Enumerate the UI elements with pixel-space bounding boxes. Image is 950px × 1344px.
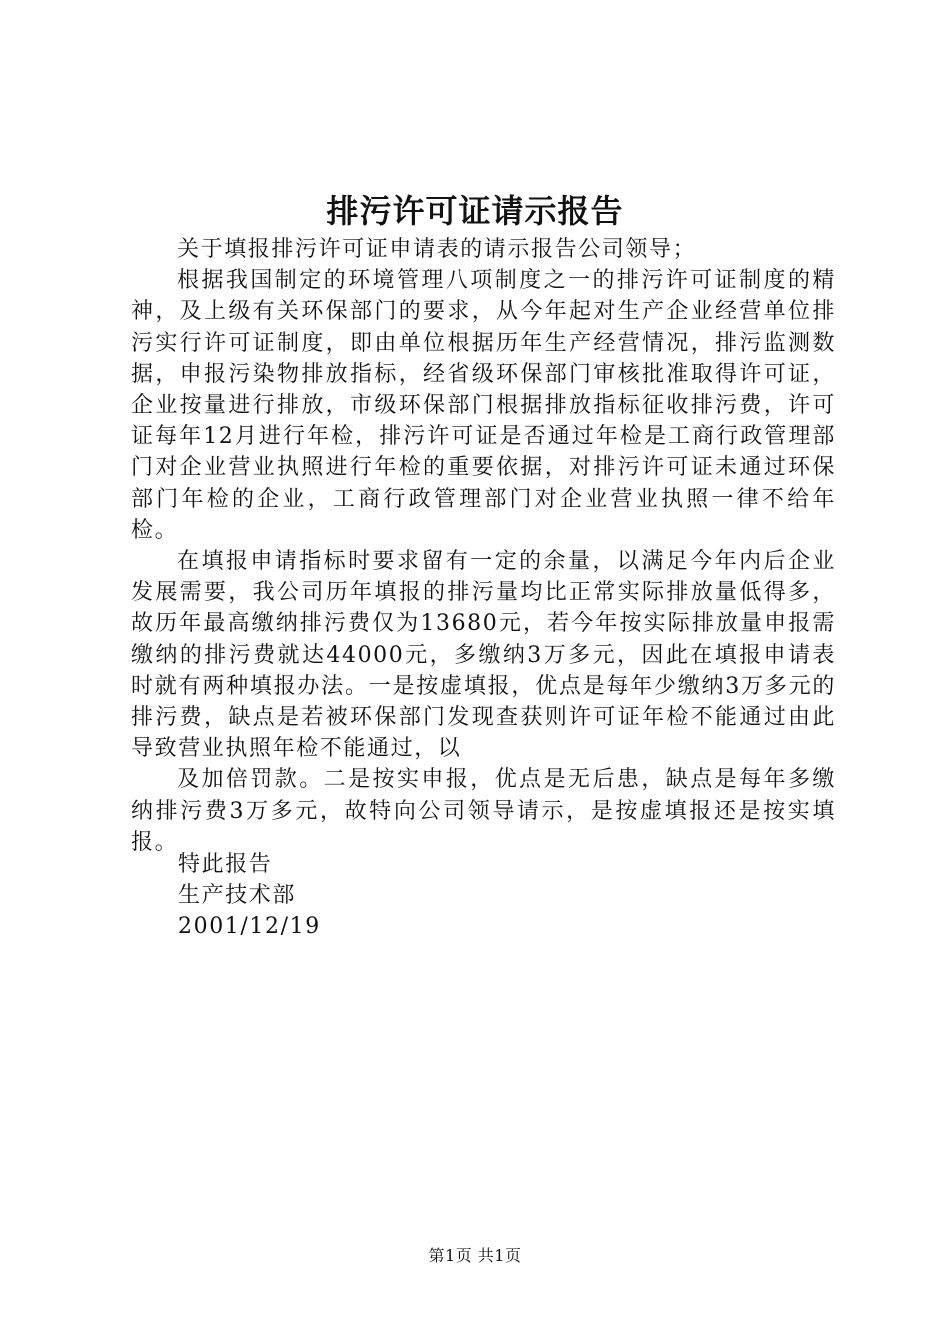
body-paragraph-background: 根据我国制定的环境管理八项制度之一的排污许可证制度的精神，及上级有关环保部门的要求，从今年起对生产企业经营单位排污实行许可证制度，即由单位根据历年生产经营情况，排污监测数据，申报污染物排放指标，经省级环保部门审核批准取得许可证，企业按量进行排放，市级环保部门根据排放指标征收排污费，许可证每年12月进行年检，排污许可证是否通过年检是工商行政管理部门对企业营业执照进行年检的重要依据，对排污许可证未通过环保部门年检的企业，工商行政管理部门对企业营业执照一律不给年检。 [131,268,836,543]
document-title: 排污许可证请示报告 [326,192,624,230]
page-footer: 第1页 共1页 [428,1246,522,1265]
closing-text: 特此报告 [178,852,273,877]
body-paragraph-options: 在填报申请指标时要求留有一定的余量，以满足今年内后企业发展需要，我公司历年填报的排污量均比正常实际排放量低得多，故历年最高缴纳排污费仅为13680元，若今年按实际排放量申报需缴纳的排污费就达44000元，多缴纳3万多元，因此在填报申请表时就有两种填报办法。一是按虚填报，优点是每年少缴纳3万多元的排污费，缺点是若被环保部门发现查获则许可证年检不能通过由此导致营业执照年检不能通过，以 [131,549,836,762]
body-paragraph-request: 及加倍罚款。二是按实申报，优点是无后患，缺点是每年多缴纳排污费3万多元，故特向公司领导请示，是按虚填报还是按实填报。 [131,767,836,855]
department-name: 生产技术部 [178,883,297,909]
document-date: 2001/12/19 [178,914,321,940]
signature-block [178,849,321,943]
body-paragraph-salutation: 关于填报排污许可证申请表的请示报告公司领导； [177,237,697,262]
document-body [131,234,836,858]
